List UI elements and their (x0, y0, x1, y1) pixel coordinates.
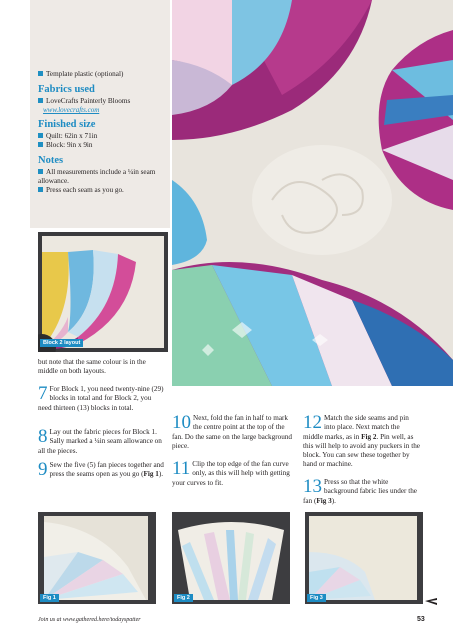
fig1-photo (38, 512, 156, 604)
block2-caption: Block 2 layout (40, 339, 83, 347)
notes-item: Press each seam as you go. (38, 186, 124, 195)
size-item: Quilt: 62in x 71in (38, 132, 97, 141)
step-number: 12 (303, 412, 322, 433)
step-number: 11 (172, 458, 191, 479)
bullet-square-icon (38, 98, 43, 103)
template-item: Template plastic (optional) (38, 70, 123, 79)
notes-item: All measurements include a ¼in seam allowance. (38, 168, 156, 185)
intro-text: but note that the same colour is in the middle on both layouts. (38, 358, 146, 376)
bullet-square-icon (38, 142, 43, 147)
step-9: 9 Sew the five (5) fan pieces together and press the seams open as you go (Fig 1). (38, 459, 164, 480)
fig2-caption: Fig 2 (174, 594, 193, 602)
fabrics-link[interactable]: www.lovecrafts.com (43, 106, 100, 114)
step-10: 10 Next, fold the fan in half to mark the centre point at the top of the fan. Do the same on the large background piece. (172, 412, 293, 450)
fig3-photo (305, 512, 423, 604)
footer-text: Join us at www.gathered.here/todayspatter (38, 617, 141, 623)
fabrics-item: LoveCrafts Painterly Blooms (38, 97, 130, 106)
step-number: 9 (38, 459, 48, 480)
fig2-photo (172, 512, 290, 604)
bullet-square-icon (38, 133, 43, 138)
step-12: 12 Match the side seams and pin into place. Next match the middle marks, as in Fig 2. Pin well, as this will help to avoid any puckers in the block. You can sew these together by hand or machine. (303, 412, 420, 469)
step-7: 7 For Block 1, you need twenty-nine (29) blocks in total and for Block 2, you need thirteen (13) blocks in total. (38, 383, 164, 412)
bullet-square-icon (38, 187, 43, 192)
quilt-hero-photo (172, 0, 453, 386)
bullet-square-icon (38, 71, 43, 76)
notes-heading: Notes (38, 155, 64, 166)
fig1-caption: Fig 1 (40, 594, 59, 602)
step-number: 8 (38, 426, 48, 447)
finished-size-heading: Finished size (38, 119, 96, 130)
step-8: 8 Lay out the fabric pieces for Block 1. Sally marked a ¼in seam allowance on all the pieces. (38, 426, 162, 455)
block2-layout-photo (38, 232, 168, 352)
step-number: 10 (172, 412, 191, 433)
page-number: 53 (417, 616, 425, 623)
step-number: 13 (303, 476, 322, 497)
size-item: Block: 9in x 9in (38, 141, 93, 150)
fabrics-heading: Fabrics used (38, 84, 95, 95)
step-13: 13 Press so that the white background fabric lies under the fan (Fig 3). (303, 476, 418, 505)
fig3-caption: Fig 3 (307, 594, 326, 602)
step-11: 11 Clip the top edge of the fan curve only, as this will help with getting your curves to fit. (172, 458, 290, 487)
scissors-icon (424, 596, 438, 606)
bullet-square-icon (38, 169, 43, 174)
step-number: 7 (38, 383, 48, 404)
